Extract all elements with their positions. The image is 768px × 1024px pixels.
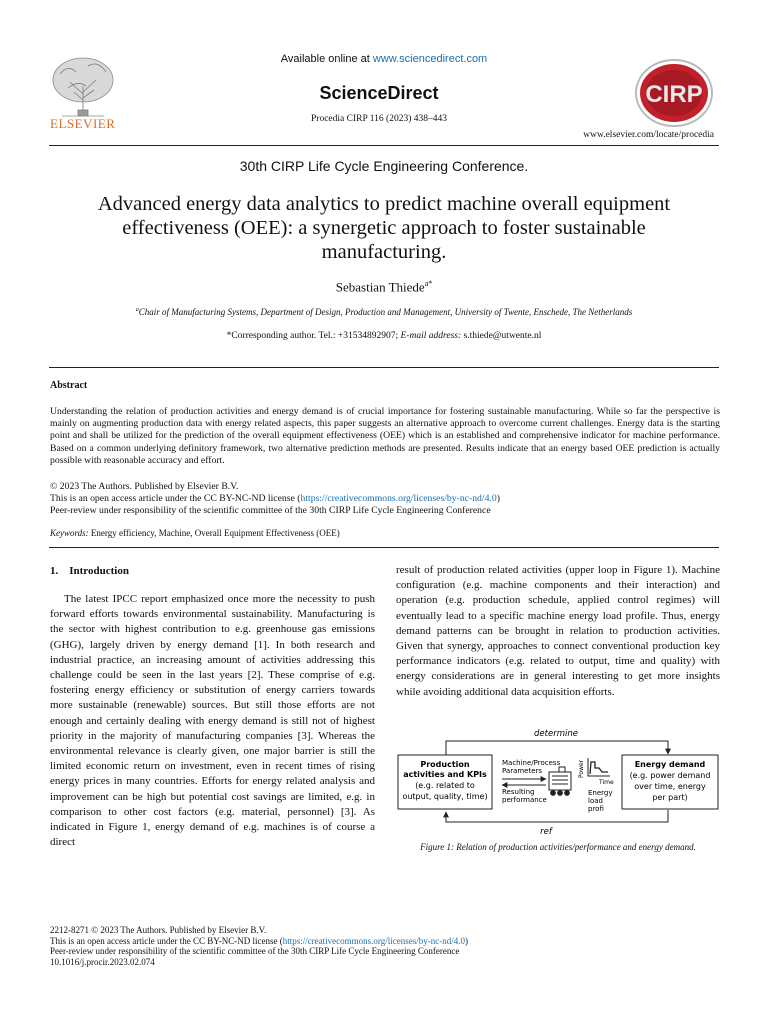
affiliation-mark: a [135, 307, 139, 313]
cirp-logo [630, 58, 714, 128]
license-suffix: ) [496, 493, 500, 505]
machine-icon [549, 767, 571, 795]
intro-right-column: result of production related activities (upper loop in Figure 1). Machine configuration (e.g. machine components and their interaction) and operation (e.g. production schedule, applied control regimes) will eventually lead to a specific machine energy load profile. Thus, energy demand patterns can be brought in relation to production activities. Given that synergy, approaches to connect conventional production key performance indicators (e.g. related to output, time and quality) with energy considerations are in general interesting to get more insights while avoiding additional data acquisition efforts. [396, 564, 720, 698]
sciencedirect-title: ScienceDirect [319, 83, 439, 103]
load-profile-icon [588, 758, 610, 776]
production-box-line-1: (e.g. related to [415, 781, 475, 790]
energy-label: Energy [588, 789, 613, 797]
header-rule [49, 145, 719, 146]
footer-license-suffix: ) [464, 935, 468, 946]
production-box-title-1: Production [420, 760, 470, 769]
production-box-title-2: activities and KPIs [403, 770, 487, 779]
journal-url[interactable]: www.elsevier.com/locate/procedia [583, 130, 714, 140]
energy-box-line-2: over time, energy [634, 782, 706, 791]
elsevier-wordmark: ELSEVIER [50, 116, 116, 131]
license-prefix: This is an open access article under the CC BY-NC-ND license ( [50, 493, 301, 505]
email-label: E-mail address: [400, 331, 462, 341]
footer-copyright: 2212-8271 © 2023 The Authors. Published by Elsevier B.V. [50, 925, 267, 935]
author-name: Sebastian Thiede [335, 279, 425, 295]
load-label: load [588, 797, 603, 805]
page-footer [50, 925, 468, 967]
corresponding-prefix: *Corresponding author. Tel.: +31534892907; [226, 331, 401, 341]
energy-box-title: Energy demand [634, 760, 706, 769]
footer-peer-review: Peer-review under responsibility of the scientific committee of the 30th CIRP Life Cycle Engineering Conference [50, 946, 460, 957]
footer-license-prefix: This is an open access article under the CC BY-NC-ND license ( [50, 935, 283, 946]
affiliation-text: Chair of Manufacturing Systems, Department of Design, Production and Management, University of Twente, Enschede, The Netherlands [138, 307, 633, 317]
conference-name: 30th CIRP Life Cycle Engineering Conference. [239, 158, 529, 174]
abstract-heading: Abstract [50, 380, 88, 391]
title-line: effectiveness (OEE): a synergetic approach to foster sustainable [122, 217, 646, 239]
intro-left-column: The latest IPCC report emphasized once more the necessity to push forward efforts towards environmental sustainability. Manufacturing is the sector with highest contribution to e.g. greenhouse gas emissions (GHG), largely driven by energy demand [1]. In both research and industrial practice, an increasing amount of activities addressing this challenge could be seen in the last years [2]. These comprise of e.g. fostering energy efficiency or substitution of energy carriers towards more sustainable (renewable) sources. But still those efforts are not enough and certainly dealing with energy demand is still not of highest priority in the majority of manufacturing companies [3]. Whereas the environmental relevance is clearly given, one major barrier is still the limited economic return on investment, even in recent times of rising energy prices in many countries. Efforts for energy related analysis and improvement can be high but potential cost savings are limited, e.g. in comparison to other cost factors (e.g. material, personnel) [3]. As indicated in Figure 1, energy demand of e.g. machines is of course a direct [50, 593, 375, 849]
power-axis-label: Power [578, 759, 585, 778]
energy-box-line-3: per part) [652, 793, 688, 802]
footer-doi[interactable]: 10.1016/j.procir.2023.02.074 [50, 956, 155, 967]
ref-label: ref [540, 827, 552, 837]
license-line [50, 493, 720, 505]
footer-license-link[interactable]: https://creativecommons.org/licenses/by-nc-nd/4.0 [282, 935, 465, 946]
copyright-line: © 2023 The Authors. Published by Elsevier B.V. [50, 481, 239, 492]
resulting-label: Resulting [502, 788, 535, 796]
license-block [50, 481, 720, 518]
author-line [0, 279, 768, 295]
journal-reference: Procedia CIRP 116 (2023) 438–443 [311, 114, 447, 124]
peer-review-line: Peer-review under responsibility of the scientific committee of the 30th CIRP Life Cycle Engineering Conference [50, 505, 491, 517]
paper-title [60, 192, 708, 264]
abstract-top-rule [49, 367, 719, 368]
email-address[interactable]: s.thiede@utwente.nl [461, 331, 542, 341]
title-line: Advanced energy data analytics to predict machine overall equipment [97, 193, 671, 215]
author-marks: a* [424, 279, 433, 288]
machine-process-label: Machine/Process [502, 759, 561, 767]
license-link[interactable]: https://creativecommons.org/licenses/by-nc-nd/4.0 [300, 493, 497, 505]
keywords-label: Keywords: [50, 528, 89, 538]
performance-label: performance [502, 796, 547, 804]
keywords-text: Energy efficiency, Machine, Overall Equipment Effectiveness (OEE) [88, 528, 340, 538]
figure-1-caption: Figure 1: Relation of production activities/performance and energy demand. [420, 842, 696, 852]
top-loop-arrow [446, 741, 668, 756]
affiliation [0, 307, 768, 317]
section-heading-introduction: 1. Introduction [50, 565, 129, 577]
cirp-logo-text: CIRP [645, 81, 703, 108]
keywords [50, 528, 340, 538]
energy-box-line-1: (e.g. power demand [629, 771, 711, 780]
parameters-label: Parameters [502, 767, 543, 775]
time-axis-label: Time [599, 779, 614, 786]
corresponding-author [0, 331, 768, 341]
sciencedirect-link[interactable]: www.sciencedirect.com [372, 53, 488, 65]
figure-1-diagram [396, 724, 720, 840]
production-box-line-2: output, quality, time) [402, 792, 488, 801]
footer-license [50, 936, 468, 947]
profile-label: profi [588, 805, 604, 813]
available-prefix: Available online at [280, 53, 373, 65]
determine-label: determine [534, 729, 578, 739]
abstract-bottom-rule [49, 547, 719, 548]
abstract-body: Understanding the relation of production activities and energy demand is of crucial importance for fostering sustainable manufacturing. While so far the perspective is mainly on augmenting production data with energy related aspects, this paper suggests an alternative approach to overcome current challenges. Energy data is the starting point and shall be utilized for the prediction of the overall equipment effectiveness (OEE) which is an established and comprehensive indicator for machine performance. Based on a common underlying definitory framework, two alternative prediction methods are presented. Results indicate that an energy based OEE prediction is actually possible with reasonable accuracy and effort. [50, 406, 720, 466]
title-line: manufacturing. [321, 241, 447, 263]
bottom-loop-arrow [446, 810, 668, 822]
